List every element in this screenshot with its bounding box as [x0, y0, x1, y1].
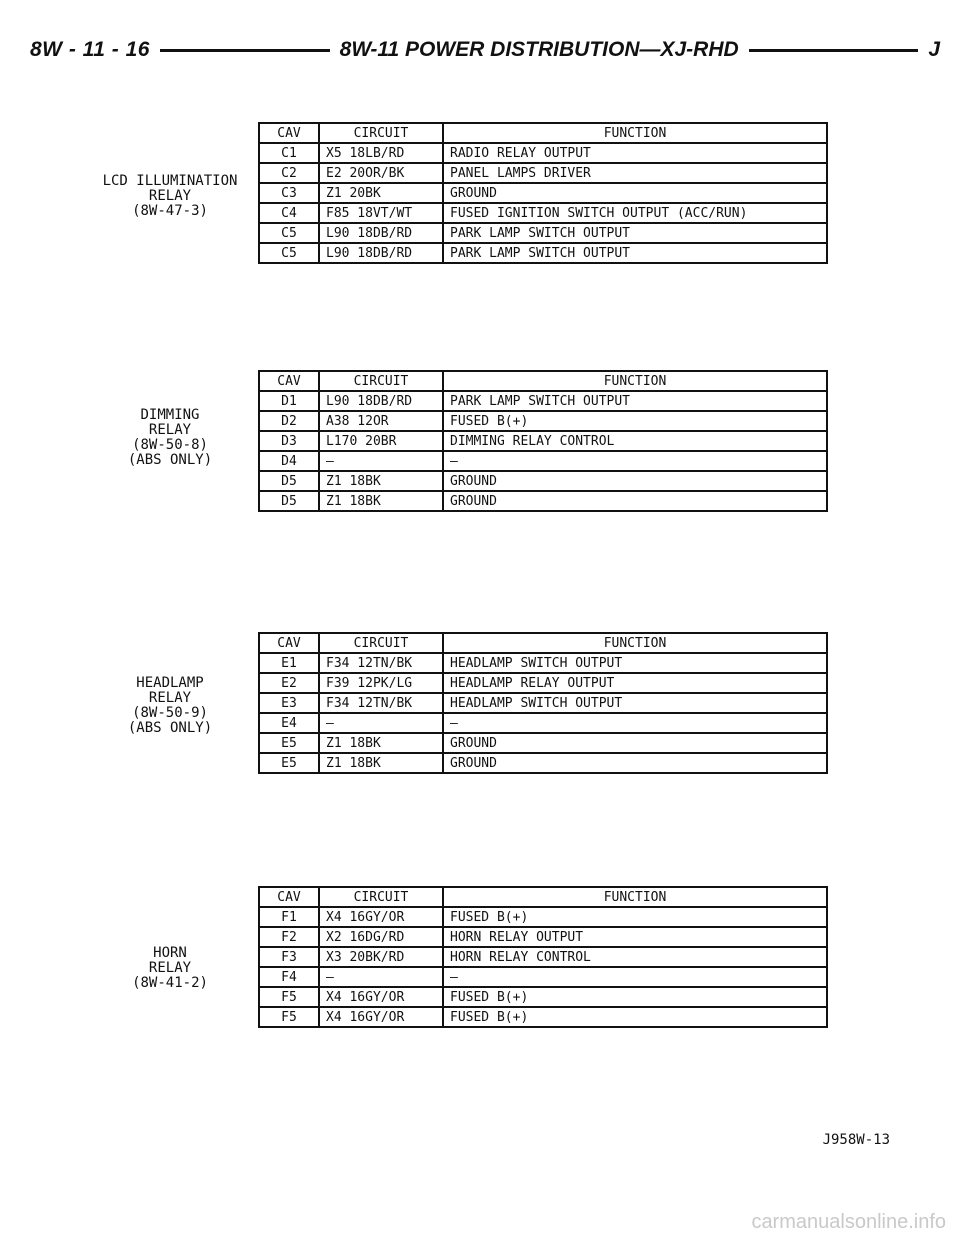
figure-id: J958W-13 [822, 1132, 890, 1148]
cavity-table [258, 122, 828, 264]
table-row [259, 183, 827, 203]
cell-circuit: L90 18DB/RD [319, 243, 443, 263]
cell-circuit: X3 20BK/RD [319, 947, 443, 967]
table-row [259, 223, 827, 243]
table-row [259, 411, 827, 431]
cell-function: PARK LAMP SWITCH OUTPUT [443, 391, 827, 411]
table-row [259, 451, 827, 471]
page-number: 8W - 11 - 16 [30, 38, 150, 61]
cell-circuit: F85 18VT/WT [319, 203, 443, 223]
cell-function: HORN RELAY CONTROL [443, 947, 827, 967]
table-row [259, 163, 827, 183]
cell-circuit: Z1 18BK [319, 471, 443, 491]
cell-cav: C5 [259, 223, 319, 243]
cell-circuit: Z1 18BK [319, 491, 443, 511]
page-header [30, 30, 940, 70]
cell-circuit: L90 18DB/RD [319, 391, 443, 411]
table-header-row [259, 371, 827, 391]
table-row [259, 693, 827, 713]
cell-circuit: A38 12OR [319, 411, 443, 431]
table-row [259, 947, 827, 967]
cell-cav: D4 [259, 451, 319, 471]
column-header-cav: CAV [259, 633, 319, 653]
cell-cav: D5 [259, 491, 319, 511]
cell-cav: C4 [259, 203, 319, 223]
cell-function: FUSED B(+) [443, 411, 827, 431]
table-row [259, 733, 827, 753]
table-row [259, 391, 827, 411]
cell-circuit: F39 12PK/LG [319, 673, 443, 693]
cell-function: FUSED B(+) [443, 987, 827, 1007]
column-header-circuit: CIRCUIT [319, 633, 443, 653]
cell-circuit: X5 18LB/RD [319, 143, 443, 163]
cell-circuit: E2 20OR/BK [319, 163, 443, 183]
table-row [259, 491, 827, 511]
cavity-table [258, 886, 828, 1028]
cell-circuit: Z1 18BK [319, 753, 443, 773]
table-row [259, 471, 827, 491]
cell-circuit: X4 16GY/OR [319, 907, 443, 927]
section-mark: J [928, 38, 941, 61]
cell-cav: C3 [259, 183, 319, 203]
cell-cav: D1 [259, 391, 319, 411]
cell-function: GROUND [443, 753, 827, 773]
cell-function: PARK LAMP SWITCH OUTPUT [443, 243, 827, 263]
cell-circuit: F34 12TN/BK [319, 653, 443, 673]
table-row [259, 243, 827, 263]
column-header-function: FUNCTION [443, 123, 827, 143]
cell-cav: D3 [259, 431, 319, 451]
connector-label: DIMMING RELAY (8W-50-8) (ABS ONLY) [127, 407, 213, 468]
header-rule-right [749, 49, 919, 52]
cell-function: HEADLAMP RELAY OUTPUT [443, 673, 827, 693]
column-header-circuit: CIRCUIT [319, 887, 443, 907]
cell-cav: F5 [259, 987, 319, 1007]
cell-cav: E5 [259, 753, 319, 773]
table-row [259, 753, 827, 773]
cell-circuit: X4 16GY/OR [319, 1007, 443, 1027]
cell-cav: F4 [259, 967, 319, 987]
cell-cav: F5 [259, 1007, 319, 1027]
cell-cav: C1 [259, 143, 319, 163]
cell-circuit: L170 20BR [319, 431, 443, 451]
column-header-function: FUNCTION [443, 371, 827, 391]
cell-cav: C2 [259, 163, 319, 183]
cell-circuit: Z1 18BK [319, 733, 443, 753]
table-row [259, 673, 827, 693]
cell-cav: E3 [259, 693, 319, 713]
cell-function: GROUND [443, 733, 827, 753]
table-header-row [259, 887, 827, 907]
cell-function: — [443, 713, 827, 733]
column-header-cav: CAV [259, 123, 319, 143]
table-row [259, 927, 827, 947]
page-title: 8W-11 POWER DISTRIBUTION—XJ-RHD [339, 38, 739, 61]
cell-function: GROUND [443, 491, 827, 511]
connector-label: HEADLAMP RELAY (8W-50-9) (ABS ONLY) [127, 675, 213, 736]
cell-cav: E2 [259, 673, 319, 693]
cavity-table [258, 632, 828, 774]
column-header-cav: CAV [259, 887, 319, 907]
cell-cav: F2 [259, 927, 319, 947]
cell-circuit: — [319, 967, 443, 987]
cell-function: PARK LAMP SWITCH OUTPUT [443, 223, 827, 243]
header-rule-left [160, 49, 330, 52]
cell-function: GROUND [443, 183, 827, 203]
table-header-row [259, 123, 827, 143]
column-header-circuit: CIRCUIT [319, 123, 443, 143]
table-row [259, 987, 827, 1007]
cell-circuit: L90 18DB/RD [319, 223, 443, 243]
table-row [259, 967, 827, 987]
cell-function: HORN RELAY OUTPUT [443, 927, 827, 947]
cell-function: DIMMING RELAY CONTROL [443, 431, 827, 451]
table-row [259, 653, 827, 673]
cell-cav: E4 [259, 713, 319, 733]
cell-cav: F1 [259, 907, 319, 927]
cell-circuit: Z1 20BK [319, 183, 443, 203]
cell-cav: E5 [259, 733, 319, 753]
cell-cav: D5 [259, 471, 319, 491]
table-row [259, 907, 827, 927]
cell-function: HEADLAMP SWITCH OUTPUT [443, 693, 827, 713]
cell-cav: D2 [259, 411, 319, 431]
column-header-function: FUNCTION [443, 633, 827, 653]
cell-cav: F3 [259, 947, 319, 967]
cell-function: FUSED IGNITION SWITCH OUTPUT (ACC/RUN) [443, 203, 827, 223]
table-row [259, 143, 827, 163]
cell-function: RADIO RELAY OUTPUT [443, 143, 827, 163]
watermark: carmanualsonline.info [751, 1211, 946, 1233]
column-header-circuit: CIRCUIT [319, 371, 443, 391]
connector-label: LCD ILLUMINATION RELAY (8W-47-3) [102, 173, 238, 219]
cavity-table [258, 370, 828, 512]
table-header-row [259, 633, 827, 653]
cell-function: — [443, 451, 827, 471]
cell-function: HEADLAMP SWITCH OUTPUT [443, 653, 827, 673]
cell-function: PANEL LAMPS DRIVER [443, 163, 827, 183]
cell-function: FUSED B(+) [443, 907, 827, 927]
cell-cav: E1 [259, 653, 319, 673]
table-row [259, 1007, 827, 1027]
table-row [259, 431, 827, 451]
table-row [259, 203, 827, 223]
table-row [259, 713, 827, 733]
cell-function: FUSED B(+) [443, 1007, 827, 1027]
column-header-function: FUNCTION [443, 887, 827, 907]
cell-function: GROUND [443, 471, 827, 491]
cell-circuit: — [319, 713, 443, 733]
connector-label: HORN RELAY (8W-41-2) [132, 945, 208, 991]
column-header-cav: CAV [259, 371, 319, 391]
cell-circuit: X4 16GY/OR [319, 987, 443, 1007]
cell-circuit: X2 16DG/RD [319, 927, 443, 947]
cell-circuit: F34 12TN/BK [319, 693, 443, 713]
cell-circuit: — [319, 451, 443, 471]
cell-cav: C5 [259, 243, 319, 263]
cell-function: — [443, 967, 827, 987]
